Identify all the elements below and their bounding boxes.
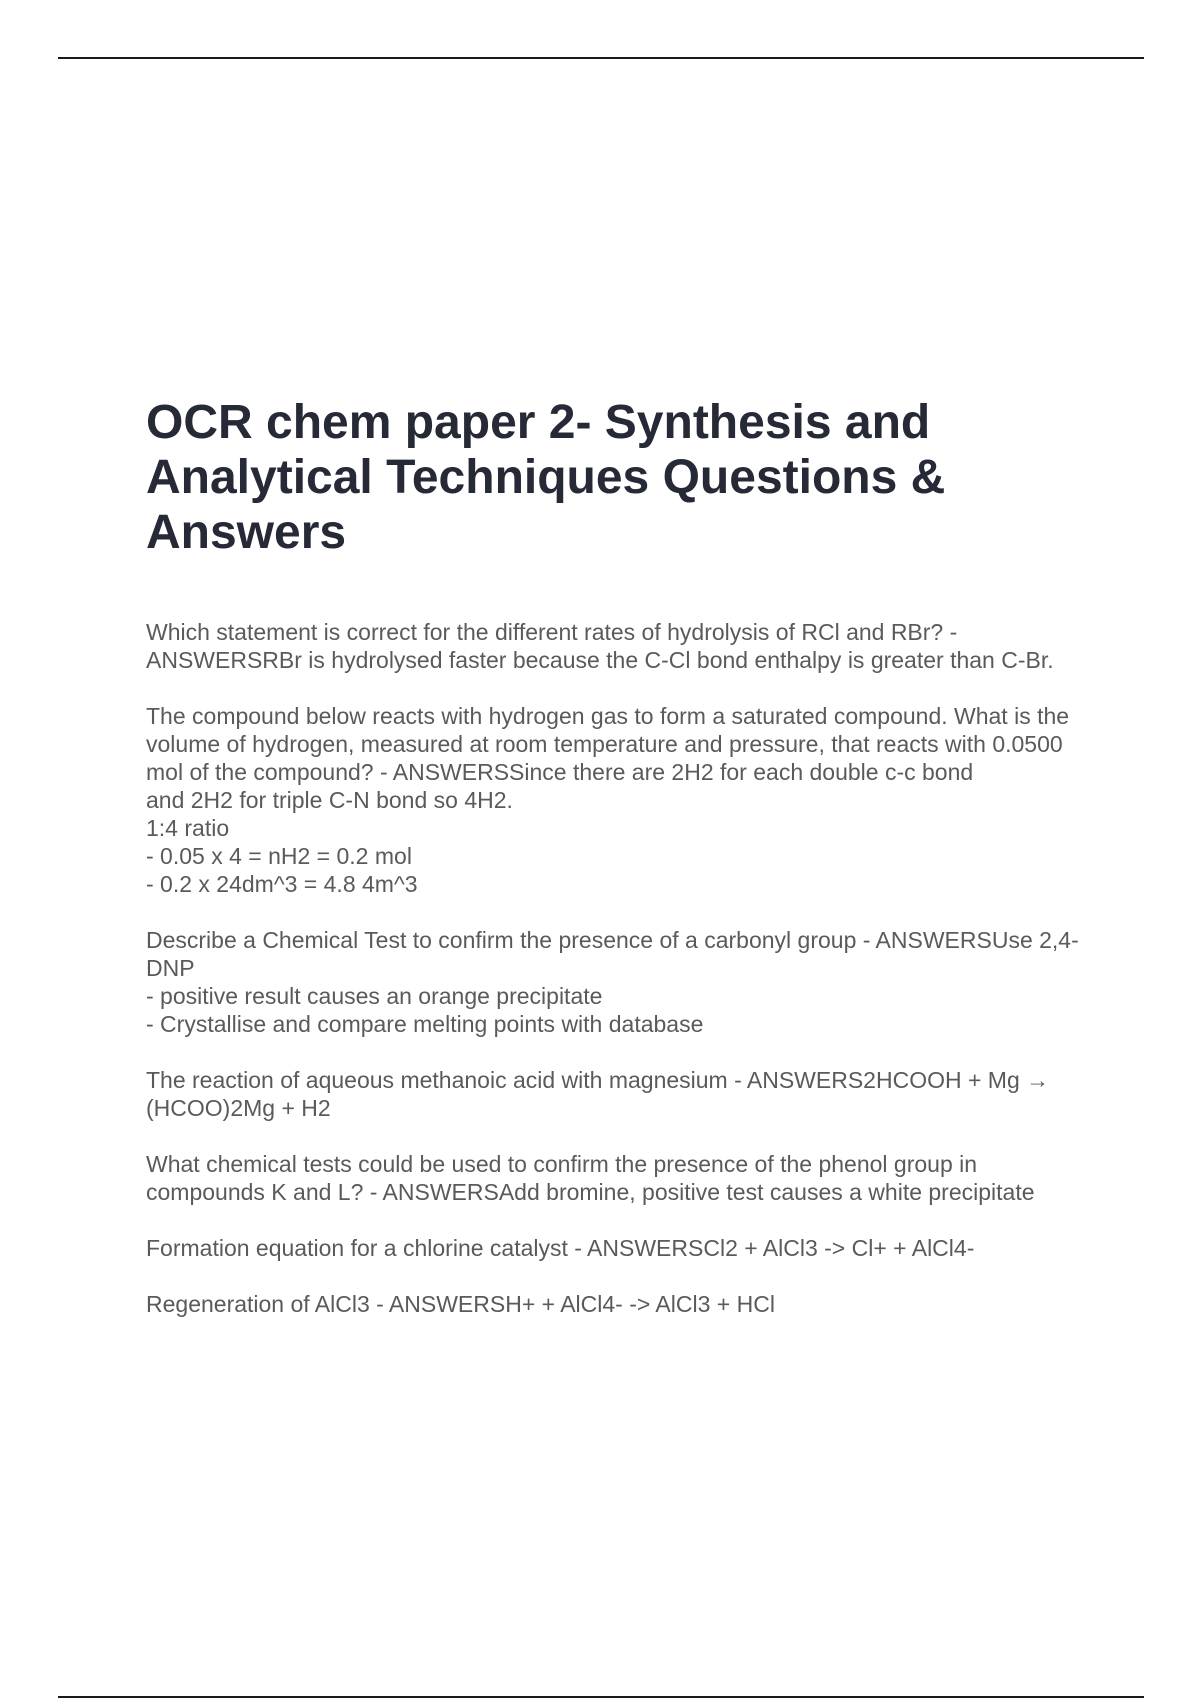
qa-line: Regeneration of AlCl3 - ANSWERSH+ + AlCl4- -> AlCl3 + HCl (146, 1291, 775, 1317)
document-title: OCR chem paper 2- Synthesis and Analytical Techniques Questions & Answers (146, 396, 946, 559)
qa-line: Which statement is correct for the different rates of hydrolysis of RCl and RBr? - ANSWERSRBr is hydrolysed faster because the C-Cl bond enthalpy is greater than C-Br. (146, 619, 1054, 673)
qa-list (146, 618, 1086, 1346)
qa-line: 1:4 ratio (146, 815, 230, 841)
qa-line: and 2H2 for triple C-N bond so 4H2. (146, 787, 513, 813)
qa-line: - 0.2 x 24dm^3 = 4.8 4m^3 (146, 871, 418, 897)
qa-line: The reaction of aqueous methanoic acid with magnesium - ANSWERS2HCOOH + Mg → (HCOO)2Mg + H2 (146, 1067, 1056, 1121)
top-rule (58, 57, 1144, 59)
qa-line: - positive result causes an orange precipitate (146, 983, 603, 1009)
bottom-rule (58, 1696, 1144, 1698)
qa-line: Describe a Chemical Test to confirm the presence of a carbonyl group - ANSWERSUse 2,4-DNP (146, 927, 1079, 981)
qa-line: - Crystallise and compare melting points with database (146, 1011, 704, 1037)
qa-item-1 (146, 618, 1086, 674)
qa-item-4 (146, 1066, 1086, 1122)
qa-line: - 0.05 x 4 = nH2 = 0.2 mol (146, 843, 412, 869)
qa-item-2 (146, 702, 1086, 898)
qa-item-6 (146, 1234, 1086, 1262)
qa-line: The compound below reacts with hydrogen gas to form a saturated compound. What is the volume of hydrogen, measured at room temperature and pressure, that reacts with 0.0500 mol of the compound? - ANSWERSSince there are 2H2 for each double c-c bond (146, 703, 1076, 785)
qa-item-5 (146, 1150, 1086, 1206)
qa-item-7 (146, 1290, 1086, 1318)
qa-line: What chemical tests could be used to confirm the presence of the phenol group in compounds K and L? - ANSWERSAdd bromine, positive test causes a white precipitate (146, 1151, 1035, 1205)
qa-line: Formation equation for a chlorine catalyst - ANSWERSCl2 + AlCl3 -> Cl+ + AlCl4- (146, 1235, 975, 1261)
qa-item-3 (146, 926, 1086, 1038)
